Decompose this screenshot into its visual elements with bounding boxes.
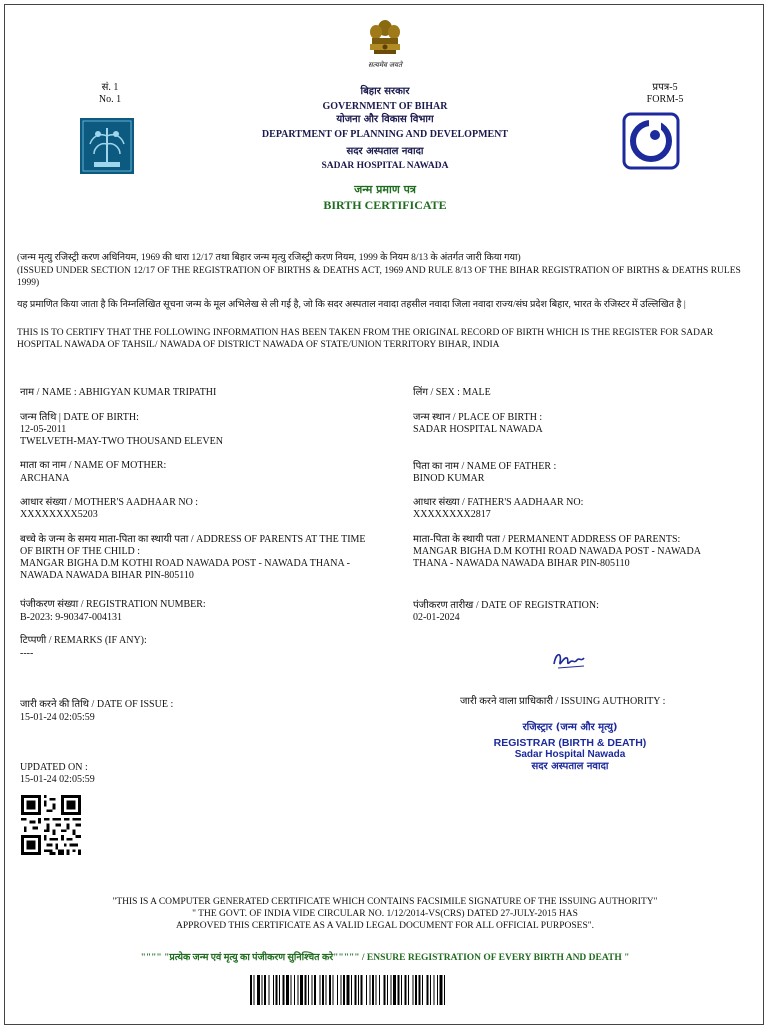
emblem-motto: सत्यमेव जयते	[368, 61, 402, 69]
addr-perm-value-1: MANGAR BIGHA D.M KOTHI ROAD NAWADA POST - NAWADA	[413, 546, 701, 557]
dob-words: TWELVETH-MAY-TWO THOUSAND ELEVEN	[20, 436, 223, 447]
registrar-hospital-hindi: सदर अस्पताल नवादा	[531, 761, 609, 772]
mother-value: ARCHANA	[20, 473, 70, 484]
addr-birth-value-2: NAWADA NAWADA BIHAR PIN-805110	[20, 570, 194, 581]
title-hindi: जन्म प्रमाण पत्र	[354, 183, 416, 196]
updated-value: 15-01-24 02:05:59	[20, 774, 95, 785]
updated-label: UPDATED ON :	[20, 762, 88, 773]
addr-perm-label: माता-पिता के स्थायी पता / PERMANENT ADDRESS OF PARENTS:	[413, 534, 681, 545]
issued-en: (ISSUED UNDER SECTION 12/17 OF THE REGISTRATION OF BIRTHS & DEATHS ACT, 1969 AND RULE 8/13 OF THE BIHAR REGISTRATION OF BIRTHS & DEATHS RULES 1999)	[17, 266, 741, 288]
dob-label: जन्म तिथि | DATE OF BIRTH:	[20, 412, 139, 423]
footer-note-2: " THE GOVT. OF INDIA VIDE CIRCULAR NO. 1/12/2014-VS(CRS) DATED 27-JULY-2015 HAS	[192, 909, 578, 919]
footer-slogan: """" "प्रत्येक जन्म एवं मृत्यु का पंजीकरण सुनिश्चित करे""""" / ENSURE REGISTRATION OF EVERY BIRTH AND DEATH "	[140, 953, 630, 963]
sex: लिंग / SEX : MALE	[413, 387, 491, 398]
footer-note-1: "THIS IS A COMPUTER GENERATED CERTIFICATE WHICH CONTAINS FACSIMILE SIGNATURE OF THE ISSUING AUTHORITY"	[112, 897, 658, 907]
form-hindi: प्रपत्र-5	[652, 82, 678, 93]
child-name: नाम / NAME : ABHIGYAN KUMAR TRIPATHI	[20, 387, 217, 398]
addr-perm-value-2: THANA - NAWADA NAWADA BIHAR PIN-805110	[413, 558, 630, 569]
dept-en: DEPARTMENT OF PLANNING AND DEVELOPMENT	[261, 129, 509, 140]
father-label: पिता का नाम / NAME OF FATHER :	[413, 461, 557, 472]
dept-hindi: योजना और विकास विभाग	[336, 114, 434, 125]
pob-label: जन्म स्थान / PLACE OF BIRTH :	[413, 412, 543, 423]
form-en: FORM-5	[646, 94, 684, 105]
issue-label: जारी करने की तिथि / DATE OF ISSUE :	[20, 699, 174, 710]
reg-no-label: पंजीकरण संख्या / REGISTRATION NUMBER:	[20, 599, 206, 610]
ashoka-emblem-icon	[364, 18, 406, 64]
title-en: BIRTH CERTIFICATE	[323, 198, 447, 212]
addr-birth-label-1: बच्चे के जन्म के समय माता-पिता का स्थायी पता / ADDRESS OF PARENTS AT THE TIME	[20, 534, 366, 545]
qr-code-icon	[21, 795, 81, 855]
signature-icon	[550, 648, 590, 672]
father-value: BINOD KUMAR	[413, 473, 485, 484]
bihar-logo-icon	[80, 118, 134, 174]
remarks-label: टिप्पणी / REMARKS (IF ANY):	[20, 635, 147, 646]
certify-en: THIS IS TO CERTIFY THAT THE FOLLOWING INFORMATION HAS BEEN TAKEN FROM THE ORIGINAL RECORD OF BIRTH WHICH IS THE REGISTER FOR SADAR HOSPITAL NAWADA OF TAHSIL/ NAWADA OF DISTRICT NAWADA OF STATE/UNION TERRITORY BIHAR, INDIA	[17, 328, 714, 350]
registrar-en: REGISTRAR (BIRTH & DEATH)	[493, 737, 647, 749]
father-aadhaar-value: XXXXXXXX2817	[413, 509, 491, 520]
serial-hindi: सं. 1	[101, 82, 119, 93]
dob-value: 12-05-2011	[20, 424, 67, 435]
registrar-hospital-en: Sadar Hospital Nawada	[514, 749, 626, 760]
govt-hindi: बिहार सरकार	[360, 86, 410, 97]
hospital-hindi: सदर अस्पताल नवादा	[346, 146, 424, 157]
issue-value: 15-01-24 02:05:59	[20, 712, 95, 723]
crs-logo-icon	[621, 111, 681, 171]
registrar-hindi: रजिस्ट्रार (जन्म और मृत्यु)	[522, 722, 618, 733]
addr-birth-label-2: OF BIRTH OF THE CHILD :	[20, 546, 141, 557]
barcode-icon	[250, 975, 518, 1005]
hospital-en: SADAR HOSPITAL NAWADA	[321, 161, 449, 171]
mother-aadhaar-value: XXXXXXXX5203	[20, 509, 98, 520]
govt-en: GOVERNMENT OF BIHAR	[322, 101, 448, 112]
certify-hindi: यह प्रमाणित किया जाता है कि निम्नलिखित सूचना जन्म के मूल अभिलेख से ली गई है, जो कि सदर अस्पताल नवादा तहसील नवादा जिला नवादा राज्य/संघ प्रदेश बिहार, भारत के रजिस्टर में उल्लिखित है |	[17, 300, 686, 310]
issued-hindi: (जन्म मृत्यु रजिस्ट्री करण अधिनियम, 1969 की धारा 12/17 तथा बिहार जन्म मृत्यु रजिस्ट्री करण नियम, 1999 के नियम 8/13 के अंतर्गत जारी किया गया)	[17, 253, 521, 263]
pob-value: SADAR HOSPITAL NAWADA	[413, 424, 543, 435]
remarks-value: ----	[20, 648, 34, 659]
authority-label: जारी करने वाला प्राधिकारी / ISSUING AUTHORITY :	[460, 696, 666, 707]
reg-date-value: 02-01-2024	[413, 612, 460, 623]
mother-aadhaar-label: आधार संख्या / MOTHER'S AADHAAR NO :	[20, 497, 199, 508]
reg-date-label: पंजीकरण तारीख / DATE OF REGISTRATION:	[413, 600, 599, 611]
serial-en: No. 1	[98, 94, 122, 105]
reg-no-value: B-2023: 9-90347-004131	[20, 612, 122, 623]
addr-birth-value-1: MANGAR BIGHA D.M KOTHI ROAD NAWADA POST - NAWADA THANA -	[20, 558, 350, 569]
father-aadhaar-label: आधार संख्या / FATHER'S AADHAAR NO:	[413, 497, 584, 508]
mother-label: माता का नाम / NAME OF MOTHER:	[20, 460, 167, 471]
footer-note-3: APPROVED THIS CERTIFICATE AS A VALID LEGAL DOCUMENT FOR ALL OFFICIAL PURPOSES".	[175, 921, 595, 931]
